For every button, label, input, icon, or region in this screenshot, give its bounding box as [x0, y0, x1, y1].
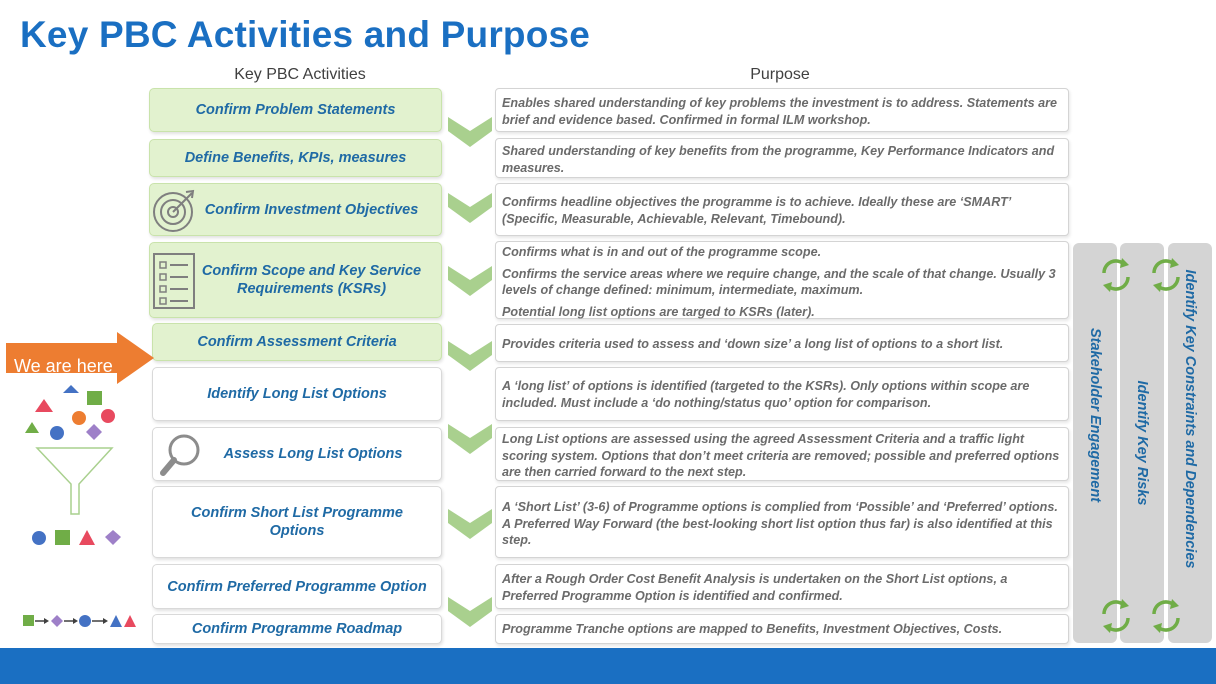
purpose-roadmap: Programme Tranche options are mapped to Benefits, Investment Objectives, Costs.: [495, 614, 1069, 644]
purpose-short-list: A ‘Short List’ (3-6) of Programme options is complied from ‘Possible’ and ‘Preferred’ options. A Preferred Way Forward (the best-looking short list option thus far) is also identified at this step.: [495, 486, 1069, 558]
chevron-down-icon: [448, 509, 492, 539]
chevron-down-icon: [448, 193, 492, 223]
activity-assess-long-list: Assess Long List Options: [152, 427, 442, 481]
chevron-down-icon: [448, 341, 492, 371]
target-icon: [152, 188, 198, 234]
purpose-preferred-option: After a Rough Order Cost Benefit Analysis is undertaken on the Short List options, a Preferred Programme Option is identified and confirmed.: [495, 564, 1069, 609]
activity-confirm-investment-objectives: Confirm Investment Objectives: [149, 183, 442, 236]
activity-define-benefits: Define Benefits, KPIs, measures: [149, 139, 442, 177]
cycle-arrows-icon: [1146, 596, 1186, 636]
purpose-assess-long-list: Long List options are assessed using the agreed Assessment Criteria and a traffic light scoring system. Options that don’t meet criteria are removed; possible and preferred options are then carried forward to the next step.: [495, 427, 1069, 481]
purpose-assessment-criteria: Provides criteria used to assess and ‘down size’ a long list of options to a short list.: [495, 324, 1069, 362]
purpose-long-list: A ‘long list’ of options is identified (targeted to the KSRs). Only options within scope are included. Must include a ‘do nothing/status quo’ option for comparison.: [495, 367, 1069, 421]
pillar-constraints-dependencies: Identify Key Constraints and Dependencies: [1168, 243, 1212, 643]
activity-confirm-roadmap: Confirm Programme Roadmap: [152, 614, 442, 644]
footer-bar: [0, 648, 1216, 684]
purpose-benefits: Shared understanding of key benefits from the programme, Key Performance Indicators and measures.: [495, 138, 1069, 178]
roadmap-sequence-icon: [22, 612, 140, 630]
cycle-arrows-icon: [1146, 255, 1186, 295]
cycle-arrows-icon: [1096, 596, 1136, 636]
purpose-header: Purpose: [750, 66, 810, 83]
page-title: Key PBC Activities and Purpose: [20, 14, 591, 55]
purpose-investment-objectives: Confirms headline objectives the programme is to achieve. Ideally these are ‘SMART’ (Specific, Measurable, Achievable, Relevant, Timebound).: [495, 183, 1069, 236]
chevron-down-icon: [448, 597, 492, 627]
chevron-down-icon: [448, 266, 492, 296]
activity-confirm-scope-ksrs: Confirm Scope and Key Service Requirements (KSRs): [149, 242, 442, 318]
activity-confirm-assessment-criteria: Confirm Assessment Criteria: [152, 323, 442, 361]
activity-confirm-problem-statements: Confirm Problem Statements: [149, 88, 442, 132]
activity-identify-long-list: Identify Long List Options: [152, 367, 442, 421]
chevron-down-icon: [448, 424, 492, 454]
we-are-here-label: We are here: [14, 356, 113, 376]
funnel-icon: [20, 384, 130, 554]
activity-confirm-preferred-option: Confirm Preferred Programme Option: [152, 564, 442, 609]
purpose-scope-ksrs: Confirms what is in and out of the programme scope. Confirms the service areas where we require change, and the scale of that change. Usually 3 levels of change defined: minimum, intermediate, maximum. Potential long list options are targed to KSRs (later).: [495, 241, 1069, 319]
purpose-problem-statements: Enables shared understanding of key problems the investment is to address. Statements are brief and evidence based. Confirmed in formal ILM workshop.: [495, 88, 1069, 132]
cycle-arrows-icon: [1096, 255, 1136, 295]
magnifier-icon: [158, 432, 204, 478]
pillar-key-risks: Identify Key Risks: [1120, 243, 1164, 643]
chevron-down-icon: [448, 117, 492, 147]
checklist-icon: [152, 252, 196, 310]
activity-confirm-short-list: Confirm Short List Programme Options: [152, 486, 442, 558]
activities-header: Key PBC Activities: [234, 66, 366, 83]
pillar-stakeholder-engagement: Stakeholder Engagement: [1073, 243, 1117, 643]
